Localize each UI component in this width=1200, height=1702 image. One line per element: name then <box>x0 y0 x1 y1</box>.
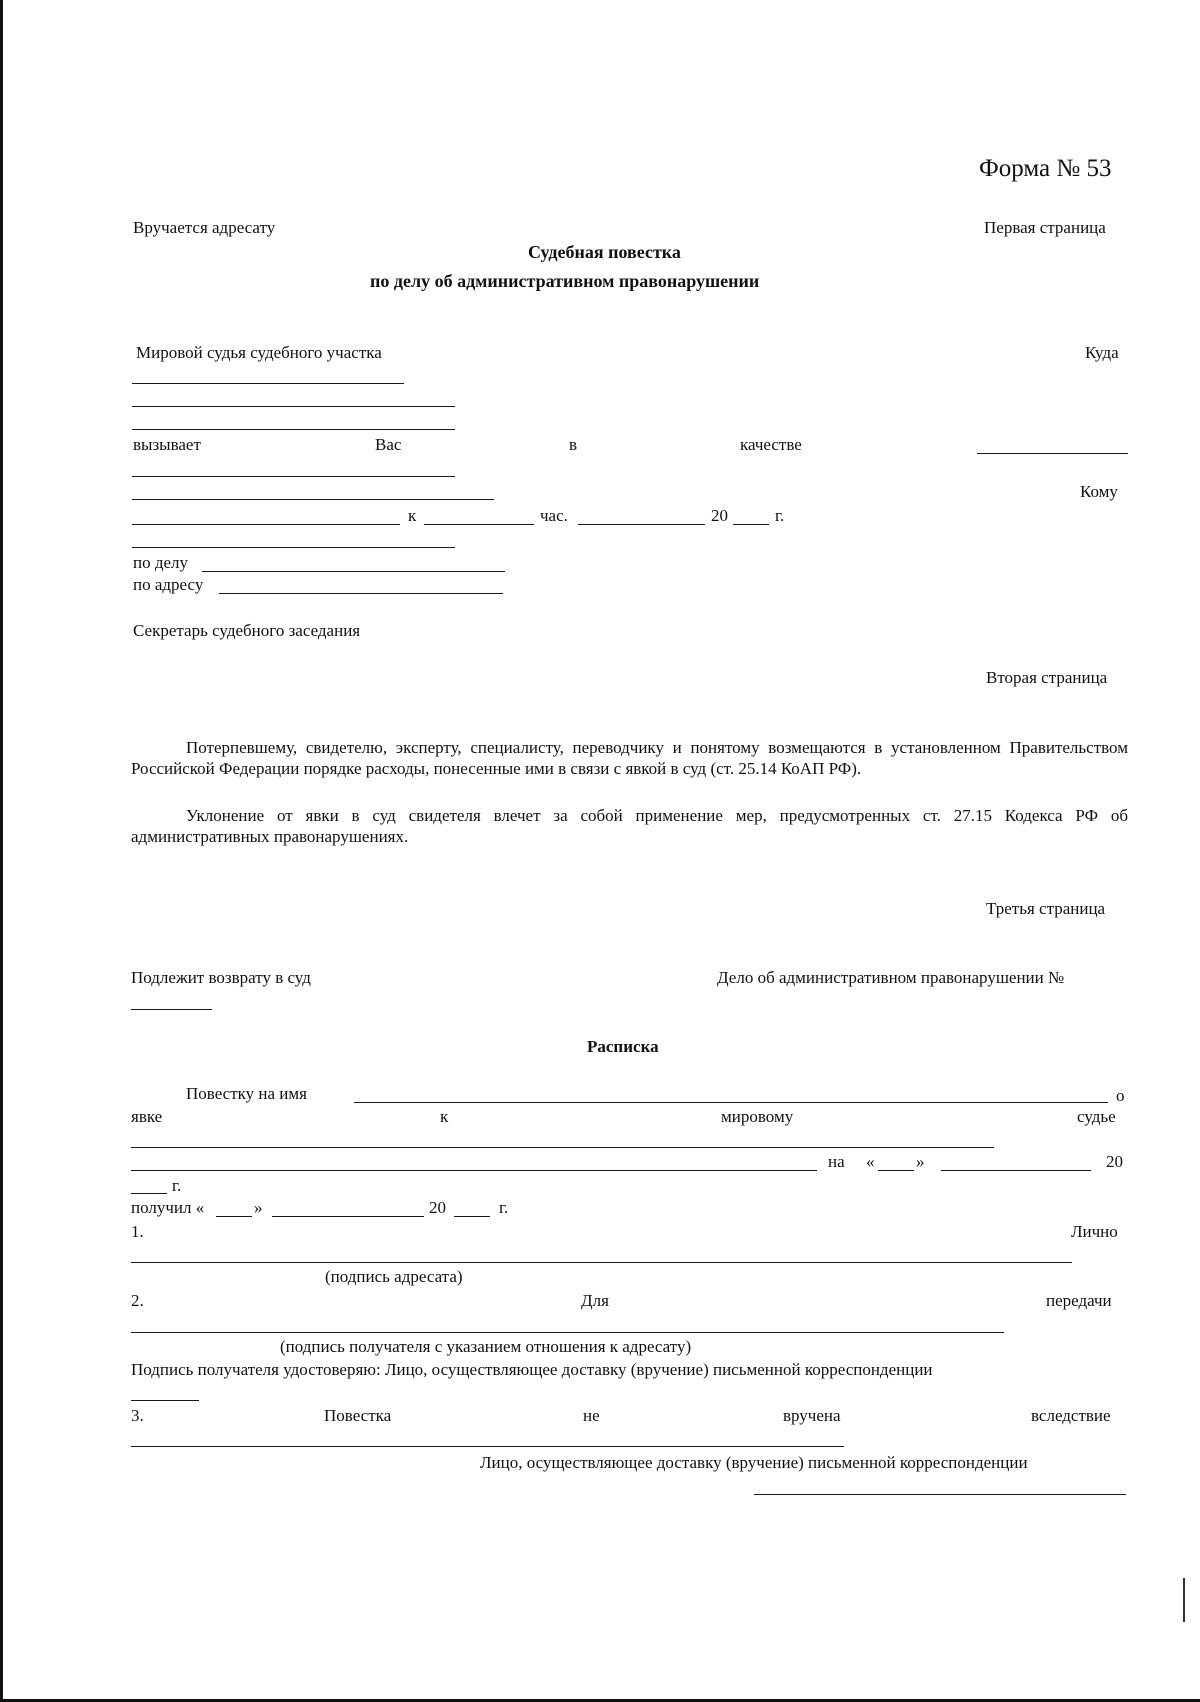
quote-open: « <box>866 1152 875 1171</box>
delivered-to-label: Вручается адресату <box>133 218 276 237</box>
fill-line <box>132 383 404 384</box>
item1-label: 1. <box>131 1222 144 1241</box>
case-label: по делу <box>133 553 189 572</box>
delivery-person-label: Лицо, осуществляющее доставку (вручение) письменной корреспонденции <box>480 1453 1028 1472</box>
signature-line <box>131 1262 1072 1263</box>
delivery-signature-line <box>754 1494 1126 1495</box>
fill-line <box>132 406 455 407</box>
transfer-label: передачи <box>1046 1291 1112 1310</box>
year-fill-line <box>733 524 769 525</box>
page3-label: Третья страница <box>986 899 1106 918</box>
fill-line <box>132 476 455 477</box>
year-prefix-2: 20 <box>1106 1152 1123 1171</box>
item3-label: 3. <box>131 1406 144 1425</box>
summons-word: Повестка <box>324 1406 392 1425</box>
form-number: Форма № 53 <box>979 155 1112 182</box>
case-fill-line <box>202 571 505 572</box>
certify-label: Подпись получателя удостоверяю: Лицо, осуществляющее доставку (вручение) письменной корреспонденции <box>131 1360 933 1379</box>
judge-word: судье <box>1077 1107 1116 1126</box>
delivered-label: вручена <box>783 1406 841 1425</box>
summons-name-label: Повестку на имя <box>186 1084 307 1103</box>
fill-line <box>131 1147 994 1148</box>
evasion-paragraph: Уклонение от явки в суд свидетеля влечет за собой применение мер, предусмотренных ст. 27.15 Кодекса РФ об административных правонарушениях. <box>131 806 1128 846</box>
fill-line <box>132 547 455 548</box>
page2-label: Вторая страница <box>986 668 1108 687</box>
reason-fill-line <box>131 1446 844 1447</box>
to-whom-label: Кому <box>1080 482 1118 501</box>
return-to-court-label: Подлежит возврату в суд <box>131 968 311 987</box>
compensation-paragraph: Потерпевшему, свидетелю, эксперту, специалисту, переводчику и понятому возмещаются в установленном Правительством Российской Федерации порядке расходы, понесенные ими в связи с явкой в суд (ст. 25.14 КоАП РФ). <box>131 738 1128 778</box>
personally-label: Лично <box>1071 1222 1118 1241</box>
item2-label: 2. <box>131 1291 144 1310</box>
fill-line <box>132 499 494 500</box>
capacity-label: качестве <box>740 435 802 454</box>
case-number-label: Дело об административном правонарушении № <box>717 968 1065 987</box>
address-label: по адресу <box>133 575 204 594</box>
signature-line <box>131 1332 1004 1333</box>
year-suffix-2: г. <box>172 1176 182 1195</box>
received-quote-close: » <box>254 1198 263 1217</box>
fill-line <box>131 1170 817 1171</box>
summons-label: вызывает <box>133 435 201 454</box>
on-label: на <box>828 1152 845 1171</box>
hour-label: час. <box>540 506 568 525</box>
year-fill-line <box>131 1193 167 1194</box>
received-year-prefix: 20 <box>429 1198 446 1217</box>
fill-line <box>132 524 400 525</box>
month-fill-line <box>272 1216 424 1217</box>
appearance-label: явке <box>131 1107 163 1126</box>
for-label: Для <box>581 1291 609 1310</box>
recipient-signature-caption: (подпись получателя с указанием отношения к адресату) <box>280 1337 692 1356</box>
title-line1: Судебная повестка <box>528 242 681 262</box>
where-fill-line <box>977 453 1128 454</box>
day-fill-line <box>878 1170 914 1171</box>
received-label: получил « <box>131 1198 205 1217</box>
quote-close: » <box>916 1152 925 1171</box>
page1-label: Первая страница <box>984 218 1106 237</box>
year-fill-line <box>454 1216 490 1217</box>
year-prefix: 20 <box>711 506 728 525</box>
date-fill-line <box>578 524 705 525</box>
time-fill-line <box>424 524 534 525</box>
fill-line <box>132 429 455 430</box>
title-line2: по делу об административном правонарушении <box>370 271 760 291</box>
about-label: о <box>1116 1086 1125 1105</box>
month-fill-line <box>941 1170 1091 1171</box>
addressee-signature-caption: (подпись адресата) <box>325 1267 463 1286</box>
received-year-suffix: г. <box>499 1198 509 1217</box>
scan-left-edge <box>0 0 3 1702</box>
justice-label: мировому <box>721 1107 794 1126</box>
day-fill-line <box>216 1216 252 1217</box>
not-label: не <box>583 1406 600 1425</box>
judge-label: Мировой судья судебного участка <box>136 343 382 362</box>
secretary-label: Секретарь судебного заседания <box>133 621 361 640</box>
because-label: вследствие <box>1031 1406 1111 1425</box>
year-suffix: г. <box>775 506 785 525</box>
fill-line <box>131 1400 199 1401</box>
fill-line <box>131 1009 212 1010</box>
receipt-title: Расписка <box>587 1037 659 1056</box>
address-fill-line <box>219 593 503 594</box>
scan-edge-mark <box>1183 1578 1185 1622</box>
in-label: в <box>569 435 578 454</box>
at-label: к <box>408 506 417 525</box>
you-label: Вас <box>375 435 402 454</box>
name-fill-line <box>354 1102 1108 1103</box>
where-label: Куда <box>1085 343 1119 362</box>
to-label: к <box>440 1107 449 1126</box>
